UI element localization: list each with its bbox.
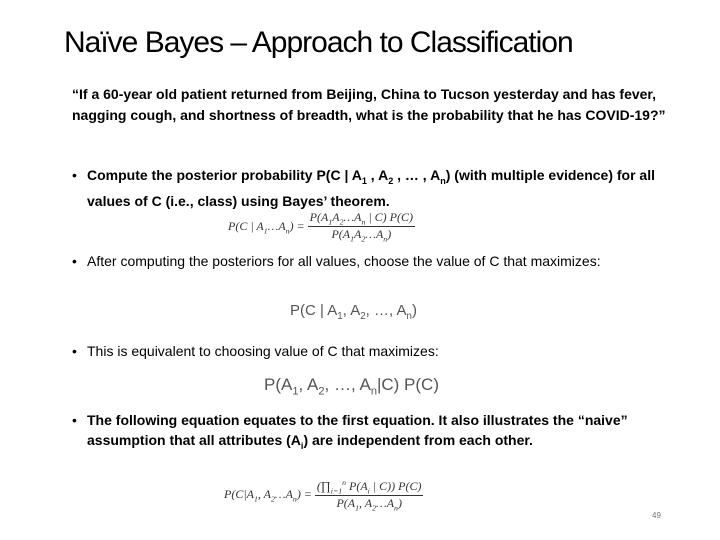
bayes-formula: P(C | $A_1\dots A_n$) = $\frac{P(A_1A_2\dots A_n | C) P(C)}{P(A_1A_2\dots A_n)}$ [228, 210, 413, 244]
bullet-marker: • [72, 412, 77, 428]
posterior-formula: P(C | $A_1$, $A_2$, …, $A_n$) [290, 302, 417, 322]
bullet-equivalent [72, 341, 672, 361]
patient-question: “If a 60-year old patient returned from Beijing, China to Tucson yesterday and has fever, nagging cough, and shortness of breadth, what is the probability that he has COVID-19?” [72, 86, 666, 123]
bullet-text: After computing the posteriors for all values, choose the value of C that maximizes: [87, 253, 601, 269]
naive-bayes-formula: $P(C|A_1$, $A_2\dots A_n$) = $\frac{(\prod_{i=1}^n P(A_i | C)) P(C)}{P(A_1, A_2\dots A_n)}$ [224, 478, 422, 513]
likelihood-prior-formula: $P(A_1$, $A_2$, …, $A_n|C$) P(C) [264, 375, 439, 398]
bullet-text: The following equation equates to the first equation. It also illustrates the “naive” assumption that all attributes $(A_i)$ are independent from each other. [87, 412, 628, 451]
bullet-text: Compute the posterior probability P(C | $A_1$ , $A_2$ , … , $A_n$) (with multiple evidence) for all values of C (i.e., class) using Bayes’ theorem. [87, 167, 655, 209]
bullet-text: This is equivalent to choosing value of C that maximizes: [87, 343, 439, 359]
bullet-marker: • [72, 167, 77, 183]
bullet-marker: • [72, 343, 77, 359]
bullet-marker: • [72, 253, 77, 269]
page-number: 49 [652, 511, 661, 520]
slide-title: Naïve Bayes – Approach to Classification [64, 26, 573, 59]
bullet-posterior [72, 165, 672, 211]
bullet-choose-max [72, 251, 672, 271]
bullet-naive-assumption [72, 410, 672, 456]
